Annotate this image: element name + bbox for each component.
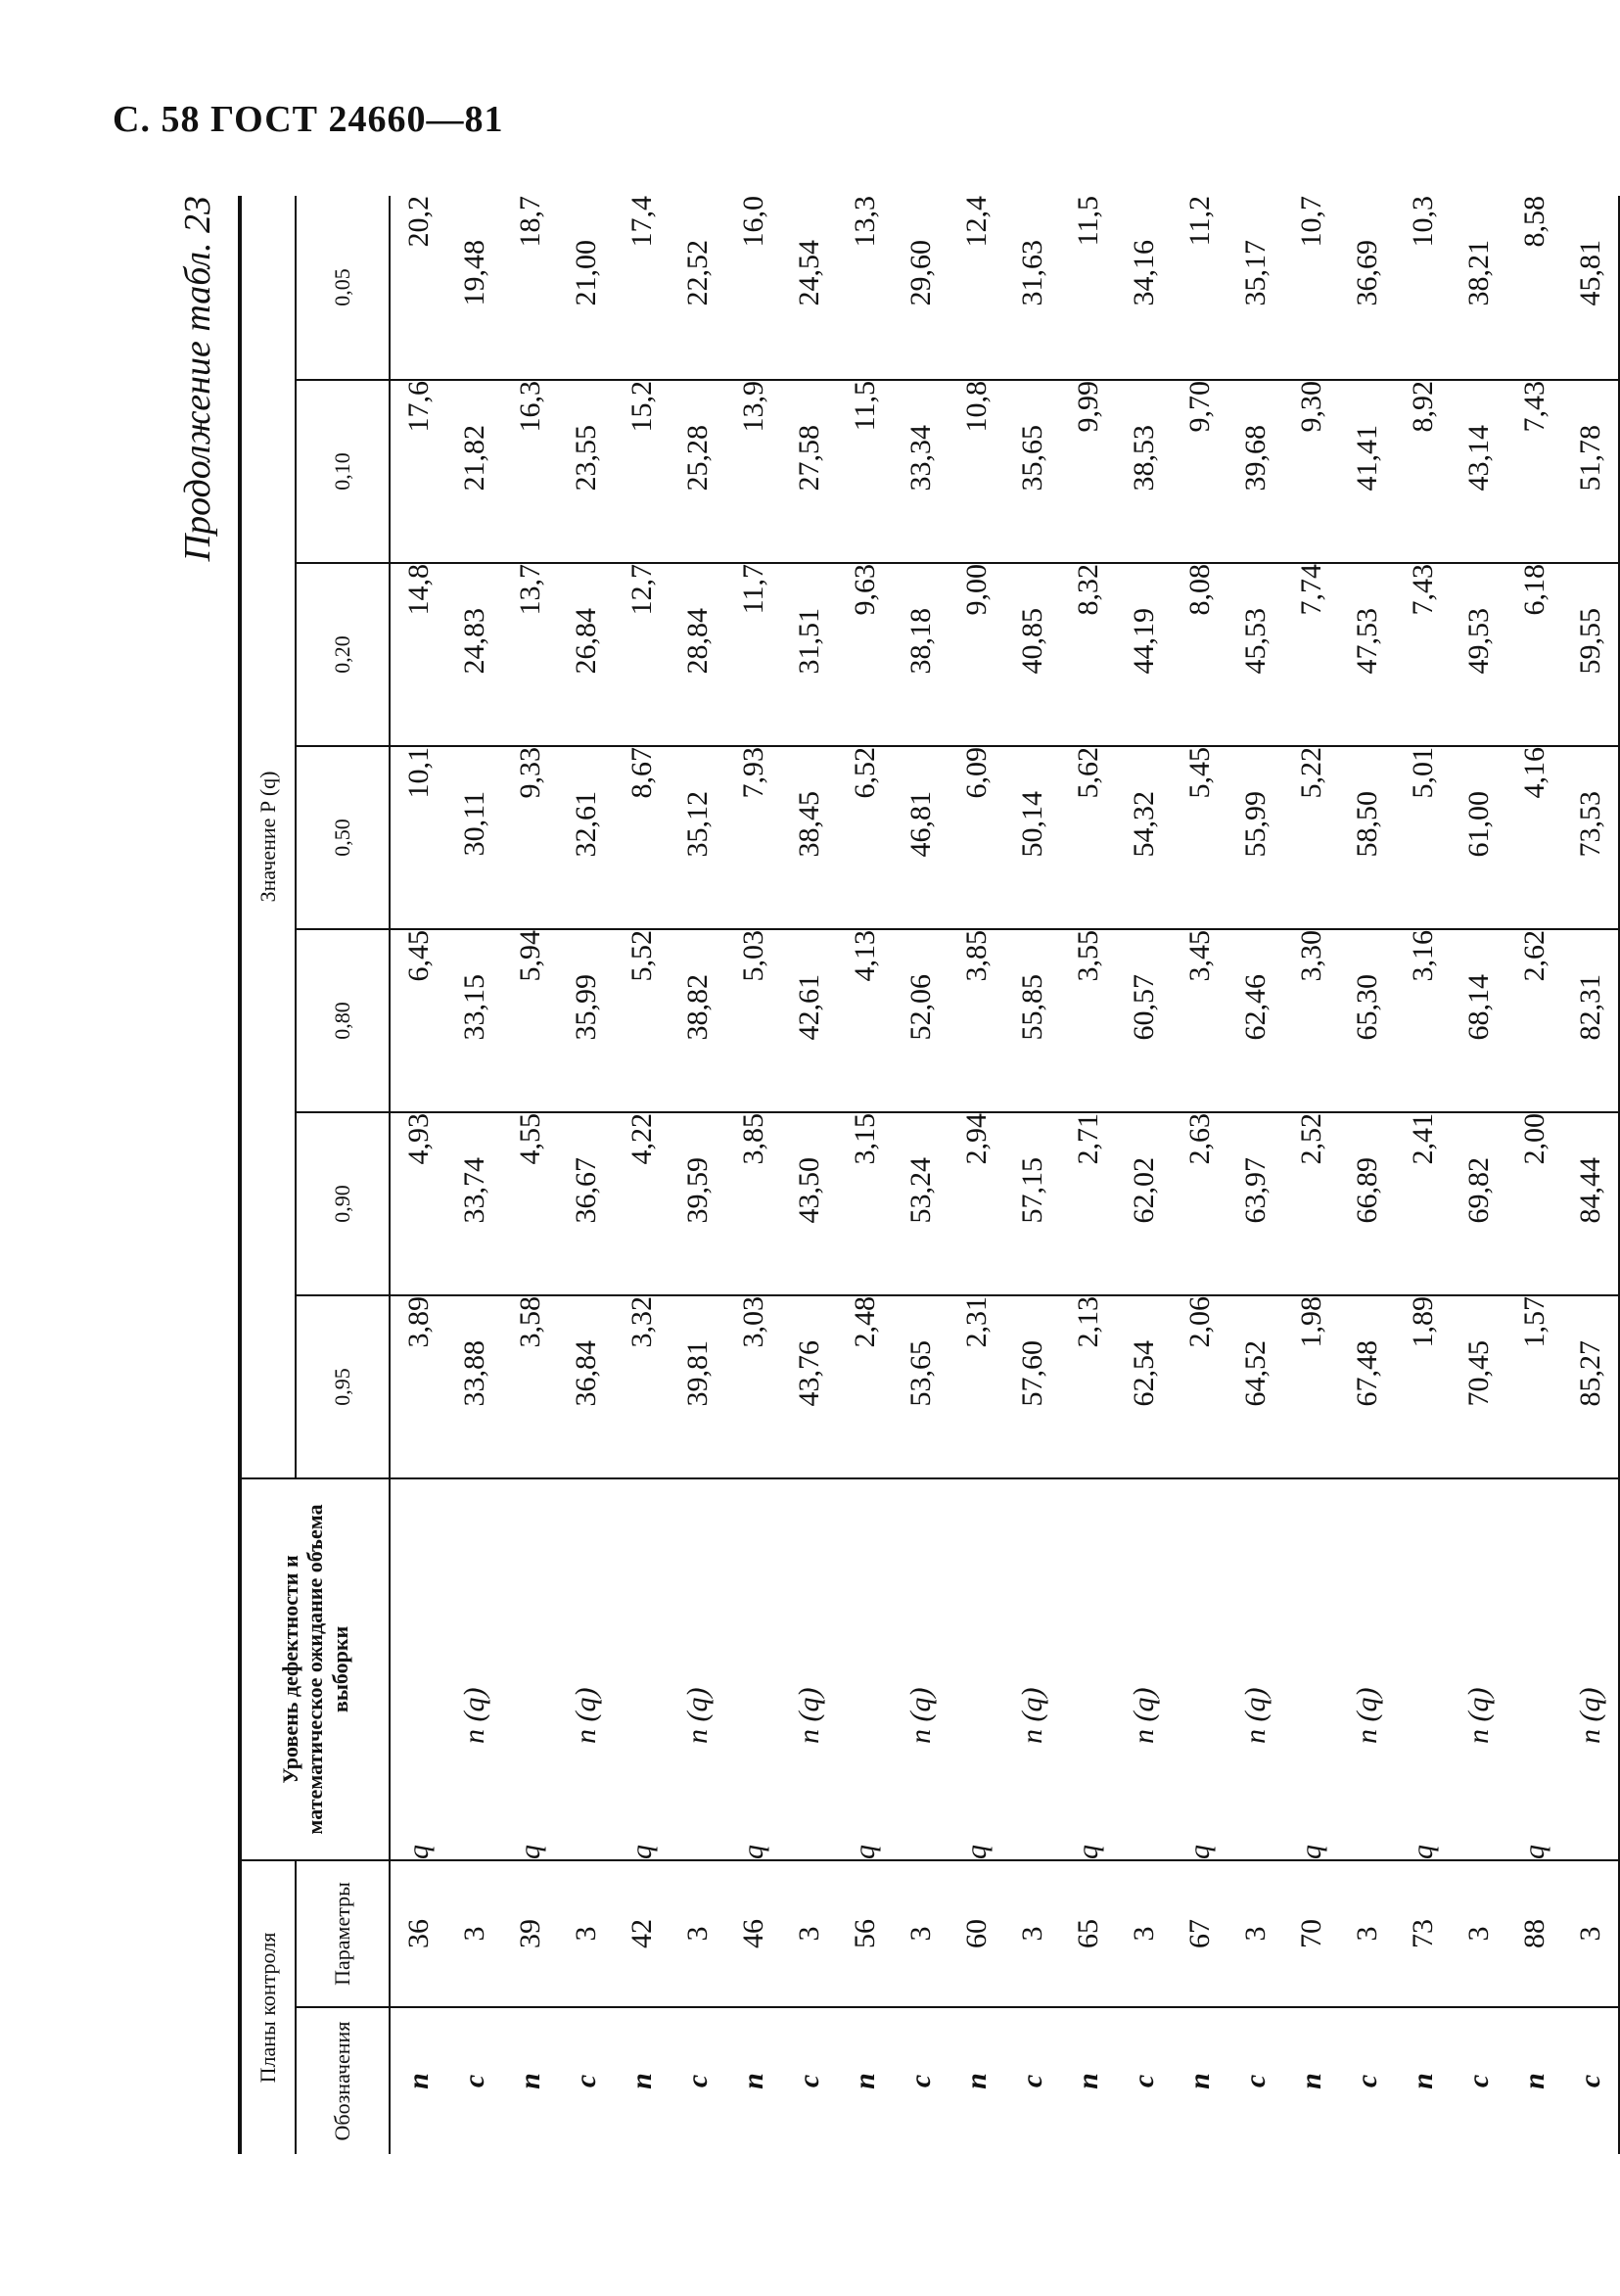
value-cell: 35,99 <box>558 929 614 1112</box>
table-body <box>390 196 1619 2154</box>
level-cell: q <box>502 1478 558 1860</box>
value-cell: 23,55 <box>558 380 614 563</box>
value-cell: 2,48 <box>837 1295 893 1478</box>
parameter-cell: 39 <box>502 1860 558 2007</box>
table-row <box>1004 196 1060 2154</box>
table-row <box>614 196 670 2154</box>
level-cell: n (q) <box>446 1478 502 1860</box>
value-cell: 53,24 <box>893 1112 949 1295</box>
value-cell: 67,48 <box>1339 1295 1395 1478</box>
value-cell: 49,53 <box>1451 563 1506 746</box>
parameter-cell: 3 <box>446 1860 502 2007</box>
value-cell: 8,32 <box>1060 563 1116 746</box>
value-cell: 5,52 <box>614 929 670 1112</box>
value-cell: 5,01 <box>1395 746 1451 929</box>
designation-cell: c <box>1227 2007 1283 2154</box>
value-cell: 3,15 <box>837 1112 893 1295</box>
header-p-0-10: 0,10 <box>296 380 390 563</box>
value-cell: 18,7 <box>513 195 546 248</box>
value-cell: 82,31 <box>1562 929 1619 1112</box>
value-cell: 40,85 <box>1004 563 1060 746</box>
value-cell: 3,16 <box>1395 929 1451 1112</box>
value-cell: 31,51 <box>781 563 837 746</box>
value-cell: 45,53 <box>1227 563 1283 746</box>
header-plans: Планы контроля <box>240 1860 296 2154</box>
value-cell: 2,63 <box>1172 1112 1227 1295</box>
value-cell: 8,92 <box>1395 380 1451 563</box>
value-cell: 15,2 <box>614 380 670 563</box>
designation-cell: n <box>949 2007 1004 2154</box>
value-cell: 13,9 <box>725 380 781 563</box>
header-level: Уровень дефектности и математическое ожидание объема выборки <box>240 1478 390 1860</box>
value-cell: 43,50 <box>781 1112 837 1295</box>
level-cell: q <box>1395 1478 1451 1860</box>
value-cell: 7,43 <box>1506 380 1562 563</box>
table-row <box>670 196 725 2154</box>
value-cell: 44,19 <box>1116 563 1172 746</box>
value-cell: 52,06 <box>893 929 949 1112</box>
value-cell: 69,82 <box>1451 1112 1506 1295</box>
value-cell: 24,83 <box>446 563 502 746</box>
value-cell: 4,22 <box>614 1112 670 1295</box>
value-cell: 13,3 <box>848 195 881 248</box>
value-cell: 21,82 <box>446 380 502 563</box>
header-p-0-80: 0,80 <box>296 929 390 1112</box>
value-cell: 11,5 <box>837 380 893 563</box>
value-cell: 38,18 <box>893 563 949 746</box>
value-cell: 34,16 <box>1127 239 1160 306</box>
value-cell: 62,54 <box>1116 1295 1172 1478</box>
value-cell: 63,97 <box>1227 1112 1283 1295</box>
value-cell: 2,41 <box>1395 1112 1451 1295</box>
value-cell: 57,15 <box>1004 1112 1060 1295</box>
value-cell: 2,62 <box>1506 929 1562 1112</box>
level-cell: n (q) <box>1227 1478 1283 1860</box>
value-cell: 1,98 <box>1283 1295 1339 1478</box>
rotated-table-block <box>171 195 1606 2154</box>
value-cell: 1,89 <box>1395 1295 1451 1478</box>
value-cell: 30,11 <box>446 746 502 929</box>
value-cell: 29,60 <box>903 239 937 306</box>
value-cell: 7,93 <box>725 746 781 929</box>
designation-cell: c <box>1004 2007 1060 2154</box>
value-cell: 4,16 <box>1506 746 1562 929</box>
parameter-cell: 65 <box>1060 1860 1116 2007</box>
level-cell: q <box>1172 1478 1227 1860</box>
value-cell: 2,13 <box>1060 1295 1116 1478</box>
header-designation: Обозначения <box>296 2007 390 2154</box>
parameter-cell: 3 <box>1116 1860 1172 2007</box>
parameter-cell: 3 <box>893 1860 949 2007</box>
value-cell: 5,03 <box>725 929 781 1112</box>
value-cell: 2,94 <box>949 1112 1004 1295</box>
value-cell: 5,94 <box>502 929 558 1112</box>
value-cell: 2,71 <box>1060 1112 1116 1295</box>
designation-cell: n <box>837 2007 893 2154</box>
value-cell: 62,02 <box>1116 1112 1172 1295</box>
value-cell: 2,52 <box>1283 1112 1339 1295</box>
parameter-cell: 3 <box>781 1860 837 2007</box>
value-cell: 5,45 <box>1172 746 1227 929</box>
table-row <box>1172 196 1227 2154</box>
value-cell: 3,58 <box>502 1295 558 1478</box>
value-cell: 3,85 <box>949 929 1004 1112</box>
designation-cell: n <box>390 2007 446 2154</box>
table-row <box>1060 196 1116 2154</box>
value-cell: 3,03 <box>725 1295 781 1478</box>
parameter-cell: 42 <box>614 1860 670 2007</box>
value-cell: 35,65 <box>1004 380 1060 563</box>
designation-cell: c <box>1562 2007 1619 2154</box>
value-cell: 70,45 <box>1451 1295 1506 1478</box>
designation-cell: n <box>502 2007 558 2154</box>
value-cell: 26,84 <box>558 563 614 746</box>
table-row <box>725 196 781 2154</box>
designation-cell: n <box>1395 2007 1451 2154</box>
value-cell: 31,63 <box>1015 239 1048 306</box>
level-cell: n (q) <box>1562 1478 1619 1860</box>
value-cell: 12,7 <box>614 563 670 746</box>
table-row <box>949 196 1004 2154</box>
parameter-cell: 73 <box>1395 1860 1451 2007</box>
value-cell: 11,5 <box>1071 195 1104 247</box>
value-cell: 9,33 <box>502 746 558 929</box>
value-cell: 7,74 <box>1283 563 1339 746</box>
value-cell: 46,81 <box>893 746 949 929</box>
level-cell: n (q) <box>670 1478 725 1860</box>
designation-cell: c <box>1339 2007 1395 2154</box>
table-row <box>1339 196 1395 2154</box>
level-cell: q <box>390 1478 446 1860</box>
parameter-cell: 3 <box>1339 1860 1395 2007</box>
value-cell: 42,61 <box>781 929 837 1112</box>
designation-cell: c <box>1451 2007 1506 2154</box>
level-cell: n (q) <box>558 1478 614 1860</box>
header-p-values: Значение P (q) <box>240 196 296 1478</box>
table-row <box>837 196 893 2154</box>
level-cell: n (q) <box>1451 1478 1506 1860</box>
value-cell: 3,32 <box>614 1295 670 1478</box>
table-row <box>1116 196 1172 2154</box>
value-cell: 45,81 <box>1562 196 1619 380</box>
value-cell: 54,32 <box>1116 746 1172 929</box>
value-cell: 43,14 <box>1451 380 1506 563</box>
value-cell: 50,14 <box>1004 746 1060 929</box>
designation-cell: c <box>446 2007 502 2154</box>
level-cell: q <box>949 1478 1004 1860</box>
value-cell: 64,52 <box>1227 1295 1283 1478</box>
value-cell: 32,61 <box>558 746 614 929</box>
value-cell: 3,85 <box>725 1112 781 1295</box>
value-cell: 35,12 <box>670 746 725 929</box>
level-cell: n (q) <box>1339 1478 1395 1860</box>
value-cell: 14,8 <box>390 563 446 746</box>
parameter-cell: 88 <box>1506 1860 1562 2007</box>
value-cell: 5,62 <box>1060 746 1116 929</box>
table-row <box>390 196 446 2154</box>
header-p-0-95: 0,95 <box>296 1295 390 1478</box>
value-cell: 2,06 <box>1172 1295 1227 1478</box>
value-cell: 8,58 <box>1517 195 1551 248</box>
value-cell: 6,45 <box>390 929 446 1112</box>
header-p-0-05: 0,05 <box>296 196 390 380</box>
header-p-0-90: 0,90 <box>296 1112 390 1295</box>
value-cell: 3,89 <box>390 1295 446 1478</box>
parameter-cell: 60 <box>949 1860 1004 2007</box>
table-row <box>893 196 949 2154</box>
value-cell: 38,21 <box>1461 239 1495 306</box>
value-cell: 73,53 <box>1562 746 1619 929</box>
value-cell: 33,15 <box>446 929 502 1112</box>
level-cell: q <box>837 1478 893 1860</box>
value-cell: 2,00 <box>1506 1112 1562 1295</box>
value-cell: 36,84 <box>558 1295 614 1478</box>
value-cell: 1,57 <box>1506 1295 1562 1478</box>
value-cell: 51,78 <box>1562 380 1619 563</box>
value-cell: 47,53 <box>1339 563 1395 746</box>
designation-cell: c <box>1116 2007 1172 2154</box>
value-cell: 65,30 <box>1339 929 1395 1112</box>
value-cell: 55,99 <box>1227 746 1283 929</box>
designation-cell: n <box>614 2007 670 2154</box>
value-cell: 58,50 <box>1339 746 1395 929</box>
table-row <box>558 196 614 2154</box>
value-cell: 68,14 <box>1451 929 1506 1112</box>
parameter-cell: 3 <box>1562 1860 1619 2007</box>
table-row <box>1562 196 1619 2154</box>
designation-cell: n <box>1172 2007 1227 2154</box>
parameter-cell: 70 <box>1283 1860 1339 2007</box>
value-cell: 3,30 <box>1283 929 1339 1112</box>
level-cell: n (q) <box>893 1478 949 1860</box>
value-cell: 17,6 <box>390 380 446 563</box>
designation-cell: n <box>1283 2007 1339 2154</box>
value-cell: 11,7 <box>725 563 781 746</box>
value-cell: 4,55 <box>502 1112 558 1295</box>
value-cell: 33,74 <box>446 1112 502 1295</box>
value-cell: 9,63 <box>837 563 893 746</box>
value-cell: 25,28 <box>670 380 725 563</box>
designation-cell: n <box>1506 2007 1562 2154</box>
value-cell: 59,55 <box>1562 563 1619 746</box>
value-cell: 27,58 <box>781 380 837 563</box>
level-cell: q <box>1283 1478 1339 1860</box>
value-cell: 4,13 <box>837 929 893 1112</box>
value-cell: 16,0 <box>736 195 769 248</box>
value-cell: 39,59 <box>670 1112 725 1295</box>
header-p-0-20: 0,20 <box>296 563 390 746</box>
level-cell: q <box>614 1478 670 1860</box>
value-cell: 84,44 <box>1562 1112 1619 1295</box>
value-cell: 9,99 <box>1060 380 1116 563</box>
parameter-cell: 36 <box>390 1860 446 2007</box>
level-cell: q <box>1060 1478 1116 1860</box>
table-row <box>1227 196 1283 2154</box>
value-cell: 4,93 <box>390 1112 446 1295</box>
level-cell: q <box>1506 1478 1562 1860</box>
table-header <box>240 196 390 2154</box>
designation-cell: n <box>725 2007 781 2154</box>
designation-cell: n <box>1060 2007 1116 2154</box>
value-cell: 36,69 <box>1350 239 1383 306</box>
value-cell: 10,3 <box>1406 195 1439 248</box>
value-cell: 28,84 <box>670 563 725 746</box>
header-p-0-50: 0,50 <box>296 746 390 929</box>
parameter-cell: 3 <box>558 1860 614 2007</box>
value-cell: 11,2 <box>1182 195 1216 247</box>
parameter-cell: 46 <box>725 1860 781 2007</box>
parameter-cell: 3 <box>1451 1860 1506 2007</box>
value-cell: 5,22 <box>1283 746 1339 929</box>
value-cell: 13,7 <box>502 563 558 746</box>
value-cell: 8,67 <box>614 746 670 929</box>
value-cell: 38,45 <box>781 746 837 929</box>
value-cell: 85,27 <box>1562 1295 1619 1478</box>
value-cell: 2,31 <box>949 1295 1004 1478</box>
value-cell: 61,00 <box>1451 746 1506 929</box>
designation-cell: c <box>893 2007 949 2154</box>
value-cell: 22,52 <box>680 239 714 306</box>
value-cell: 17,4 <box>625 195 658 248</box>
value-cell: 33,88 <box>446 1295 502 1478</box>
value-cell: 8,08 <box>1172 563 1227 746</box>
designation-cell: c <box>558 2007 614 2154</box>
value-cell: 7,43 <box>1395 563 1451 746</box>
parameter-cell: 3 <box>1004 1860 1060 2007</box>
value-cell: 3,45 <box>1172 929 1227 1112</box>
value-cell: 6,09 <box>949 746 1004 929</box>
value-cell: 66,89 <box>1339 1112 1395 1295</box>
value-cell: 39,68 <box>1227 380 1283 563</box>
value-cell: 60,57 <box>1116 929 1172 1112</box>
parameter-cell: 67 <box>1172 1860 1227 2007</box>
table-row <box>1451 196 1506 2154</box>
table-caption: Продолжение табл. 23 <box>177 196 218 562</box>
table-row <box>1283 196 1339 2154</box>
value-cell: 21,00 <box>569 239 602 306</box>
table-row <box>1506 196 1562 2154</box>
level-cell: n (q) <box>781 1478 837 1860</box>
value-cell: 9,00 <box>949 563 1004 746</box>
value-cell: 9,70 <box>1172 380 1227 563</box>
value-cell: 36,67 <box>558 1112 614 1295</box>
parameter-cell: 3 <box>1227 1860 1283 2007</box>
value-cell: 33,34 <box>893 380 949 563</box>
value-cell: 38,82 <box>670 929 725 1112</box>
value-cell: 16,3 <box>502 380 558 563</box>
value-cell: 39,81 <box>670 1295 725 1478</box>
value-cell: 10,1 <box>390 746 446 929</box>
table-row <box>1395 196 1451 2154</box>
data-table <box>238 196 1620 2154</box>
table-row <box>781 196 837 2154</box>
value-cell: 3,55 <box>1060 929 1116 1112</box>
level-cell: n (q) <box>1004 1478 1060 1860</box>
value-cell: 10,7 <box>1294 195 1327 248</box>
header-parameters: Параметры <box>296 1860 390 2007</box>
level-cell: q <box>725 1478 781 1860</box>
value-cell: 53,65 <box>893 1295 949 1478</box>
value-cell: 6,18 <box>1506 563 1562 746</box>
table-row <box>502 196 558 2154</box>
value-cell: 38,53 <box>1116 380 1172 563</box>
value-cell: 20,2 <box>401 195 435 248</box>
value-cell: 43,76 <box>781 1295 837 1478</box>
page-header: С. 58 ГОСТ 24660—81 <box>113 99 504 140</box>
value-cell: 10,8 <box>949 380 1004 563</box>
designation-cell: c <box>781 2007 837 2154</box>
value-cell: 55,85 <box>1004 929 1060 1112</box>
value-cell: 12,4 <box>959 195 993 248</box>
value-cell: 57,60 <box>1004 1295 1060 1478</box>
value-cell: 6,52 <box>837 746 893 929</box>
level-cell: n (q) <box>1116 1478 1172 1860</box>
table-row <box>446 196 502 2154</box>
value-cell: 35,17 <box>1238 239 1272 306</box>
parameter-cell: 3 <box>670 1860 725 2007</box>
value-cell: 62,46 <box>1227 929 1283 1112</box>
value-cell: 19,48 <box>457 239 490 306</box>
designation-cell: c <box>670 2007 725 2154</box>
value-cell: 9,30 <box>1283 380 1339 563</box>
value-cell: 41,41 <box>1339 380 1395 563</box>
parameter-cell: 56 <box>837 1860 893 2007</box>
value-cell: 24,54 <box>792 239 825 306</box>
